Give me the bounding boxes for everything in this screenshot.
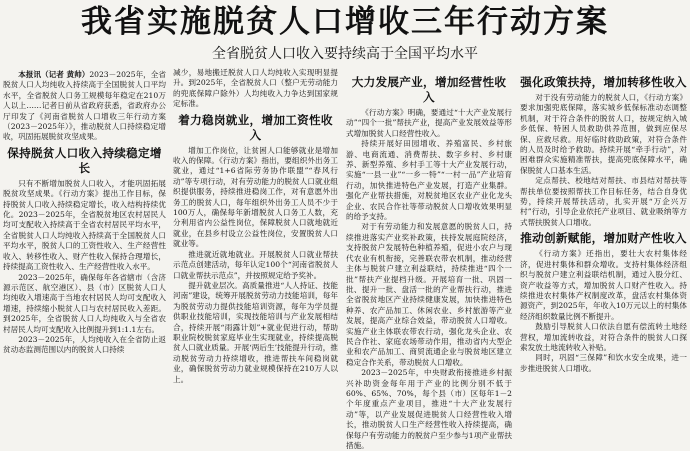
section-heading-property-income: 推动创新赋能，增加财产性收入: [520, 231, 687, 246]
paragraph: 推进就近就地就业。开展脱贫人口就业帮扶示范点创建活动，每年认定100个“河南省脱贫人口就业帮扶示范点”，并按照规定给予奖补。: [173, 249, 338, 280]
paragraph: 定点帮扶、校地结对帮扶、市县结对帮扶等帮扶单位要按照帮扶工作目标任务，结合自身优势，持续开展帮扶活动，扎实开展“万企兴万村”行动，引导企业依托产业项目、就业吸纳等方式帮扶脱贫人口增收。: [520, 176, 687, 227]
paragraph: 对于有劳动能力和发展意愿的脱贫人口，持续推进落实产业奖补政策，扶持发展庭院经济，支持脱贫户发展特色种植养殖，促进小农户与现代农业有机衔接，完善联农带农机制，推动经营主体与脱贫户建立利益联结，持续推进“四个一批”帮扶产业提档升级。开展培育一批、巩固一批、提升一批、盘活一批的产业帮扶行动，推进全省脱贫地区产业持续健康发展，加快推进特色种养、农产品加工、休闲农业、乡村旅游等产业发展，提高产业综合效益，带动脱贫人口增收。实施产业主体联农带农行动，强化龙头企业、农民合作社、家庭农场带动作用，推动省内大型企业和农产品加工、商贸流通企业与脱贫地区建立稳定合作关系，带动脱贫人口增收。: [346, 222, 512, 367]
paragraph: 增加工作岗位，让贫困人口能够就业是增加收入的保障。《行动方案》指出，要组织外出务工就业，通过“1+6省际劳务协作联盟”“春风行动”等专项行动，对有劳动能力的脱贫人口就业组织提供服务，持续推进稳岗工作，对有意愿外出务工的脱贫人口，每年组织外出务工人员不少于100万人，确保每年新增脱贫人口务工人数，充分利用省内公益性岗位，保障脱贫人口就地就近就业，在县乡村设立公益性岗位，安置脱贫人口就业等。: [173, 145, 338, 249]
article-column-1: [3, 70, 166, 420]
paragraph: 鼓励引导脱贫人口依法自愿有偿流转土地经营权，增加流转收益，对符合条件的脱贫人口探索发放土地流转收入补贴。: [520, 322, 687, 352]
paragraph: 2023－2025年，人均纯收入在全省防止返贫动态监测范围以内的脱贫人口持续: [3, 334, 166, 355]
paragraph: 减少，易地搬迁脱贫人口人均纯收入实现明显提升。到2025年，全省脱贫人口（整户无劳动能力的兜底保障户除外）人均纯收入力争达到国家规定标准。: [173, 68, 338, 109]
section-heading-employment: 着力稳岗就业，增加工资性收入: [178, 112, 333, 142]
paragraph: 同时，巩固“三保障”和饮水安全成果，进一步推进脱贫人口增收。: [520, 353, 687, 373]
paragraph: 持续开展好田园增收、养殖富民、乡村旅游、电商流通、消费帮扶、数字乡村、乡村康养、新型养殖、乡村手工等十大产业发展行动，实施“一县一业”“一乡一特”“一村一品”产业培育行动，加快推进特色产业发展，打造产业集群。强化产业帮扶措施，对脱贫地区农业产业化龙头企业、农民合作社等带动脱贫人口增收效果明显的给予支持。: [346, 139, 512, 222]
subheadline: 全省脱贫人口收入要持续高于全国平均水平: [212, 46, 478, 62]
byline: 本报讯（记者 黄帅）: [18, 70, 90, 79]
lead-paragraph: [3, 70, 166, 143]
section-heading-policy-support: 强化政策扶持，增加转移性收入: [520, 75, 687, 89]
lead-text: 2023－2025年，全省脱贫人口人均纯收入持续高于全国脱贫人口平均水平，全省脱贫人口务工规模每年稳定在210万人以上……记者日前从省政府获悉，省政府办公厅印发了《河南省脱贫人口增收三年行动方案（2023－2025年）》，推动脱贫人口持续稳定增收，巩固拓展脱贫攻坚成果。: [3, 70, 166, 142]
paragraph: 只有不断增加脱贫人口收入，才能巩固拓展脱贫攻坚成果。《行动方案》提出工作目标，保持脱贫人口收入持续稳定增长，收入结构持续优化。2023－2025年，全省脱贫地区农村居民人均可支配收入持续高于全省农村居民平均水平，全省脱贫人口人均纯收入持续高于全国脱贫人口平均水平，脱贫人口的工资性收入、生产经营性收入、转移性收入、财产性收入保持合理增长，持续提高工资性收入、生产经营性收入水平。: [3, 178, 166, 272]
paragraph: 2023－2025年，中央财政衔接推进乡村振兴补助资金每年用于产业的比例分别不低于60%、65%、70%，每个县（市）区每年1－2个年度重点产业项目，推进“十大产业发展行动”等，以产业发展促进脱贫人口经营性收入增长，推动脱贫人口生产经营性收入持续提高，确保每户有劳动能力的脱贫户至少参与1项产业帮扶措施。: [346, 368, 512, 450]
headline: 我省实施脱贫人口增收三年行动方案: [81, 4, 609, 40]
section-heading-stable-growth: 保持脱贫人口收入持续稳定增长: [7, 145, 162, 175]
section-heading-industry: 大力发展产业，增加经营性收入: [351, 75, 507, 104]
paragraph: 《行动方案》还指出，要壮大农村集体经济，促进村集体和群众增收。支持村集体经济组织与脱贫户建立利益联结机制，通过入股分红、资产收益等方式，增加脱贫人口财产性收入。持续推进农村集体产权制度改革，盘活农村集体资源资产，到2025年，年收入10万元以上的村集体经济组织数量比例不断提升。: [520, 249, 687, 321]
paragraph: 《行动方案》明确，要通过“十大产业发展行动”“四个一批”帮扶产业，提高产业发展效益等形式增加脱贫人口经营性收入。: [346, 108, 512, 138]
paragraph: 2023－2025年，确保每年各省辖市（含济源示范区、航空港区）、县（市）区脱贫人口人均纯收入增速高于当地农村居民人均可支配收入增速，持续缩小脱贫人口与农村居民收入差距。到2025年，全省脱贫人口人均纯收入与全省农村居民人均可支配收入比例提升到1:1.1左右。: [3, 272, 166, 334]
article-column-3: [346, 68, 512, 450]
paragraph: 对于没有劳动能力的脱贫人口，《行动方案》要求加强兜底保障，落实城乡低保标准动态调整机制，对于符合条件的脱贫人口，按规定纳入城乡低保、特困人员救助供养范围，做到应保尽保、应救尽救。用好临时救助政策，对符合条件的人员及时给予救助。持续开展“牵手行动”，对困难群众实施精准帮扶，提高兜底保障水平，确保脱贫人口基本生活。: [520, 93, 687, 175]
paragraph: 提升就业层次。高质量推进“人人持证、技能河南”建设，统筹开展脱贫劳动力技能培训，每年为脱贫劳动力提供技能培训资源，每年为学员提供职业技能培训，实现技能培训与产业发展相结合，持续开展“雨露计划”+就业促进行动，帮助职业院校脱贫家庭毕业生实现就业，持续提高脱贫人口就业质量。开展‘两后生’技能提升行动，推动脱贫劳动力持续增收，推进帮扶车间稳岗就业，确保脱贫劳动力就业规模保持在210万人以上。: [173, 280, 338, 384]
article-column-2: [173, 68, 338, 418]
article-column-4: [520, 68, 687, 418]
